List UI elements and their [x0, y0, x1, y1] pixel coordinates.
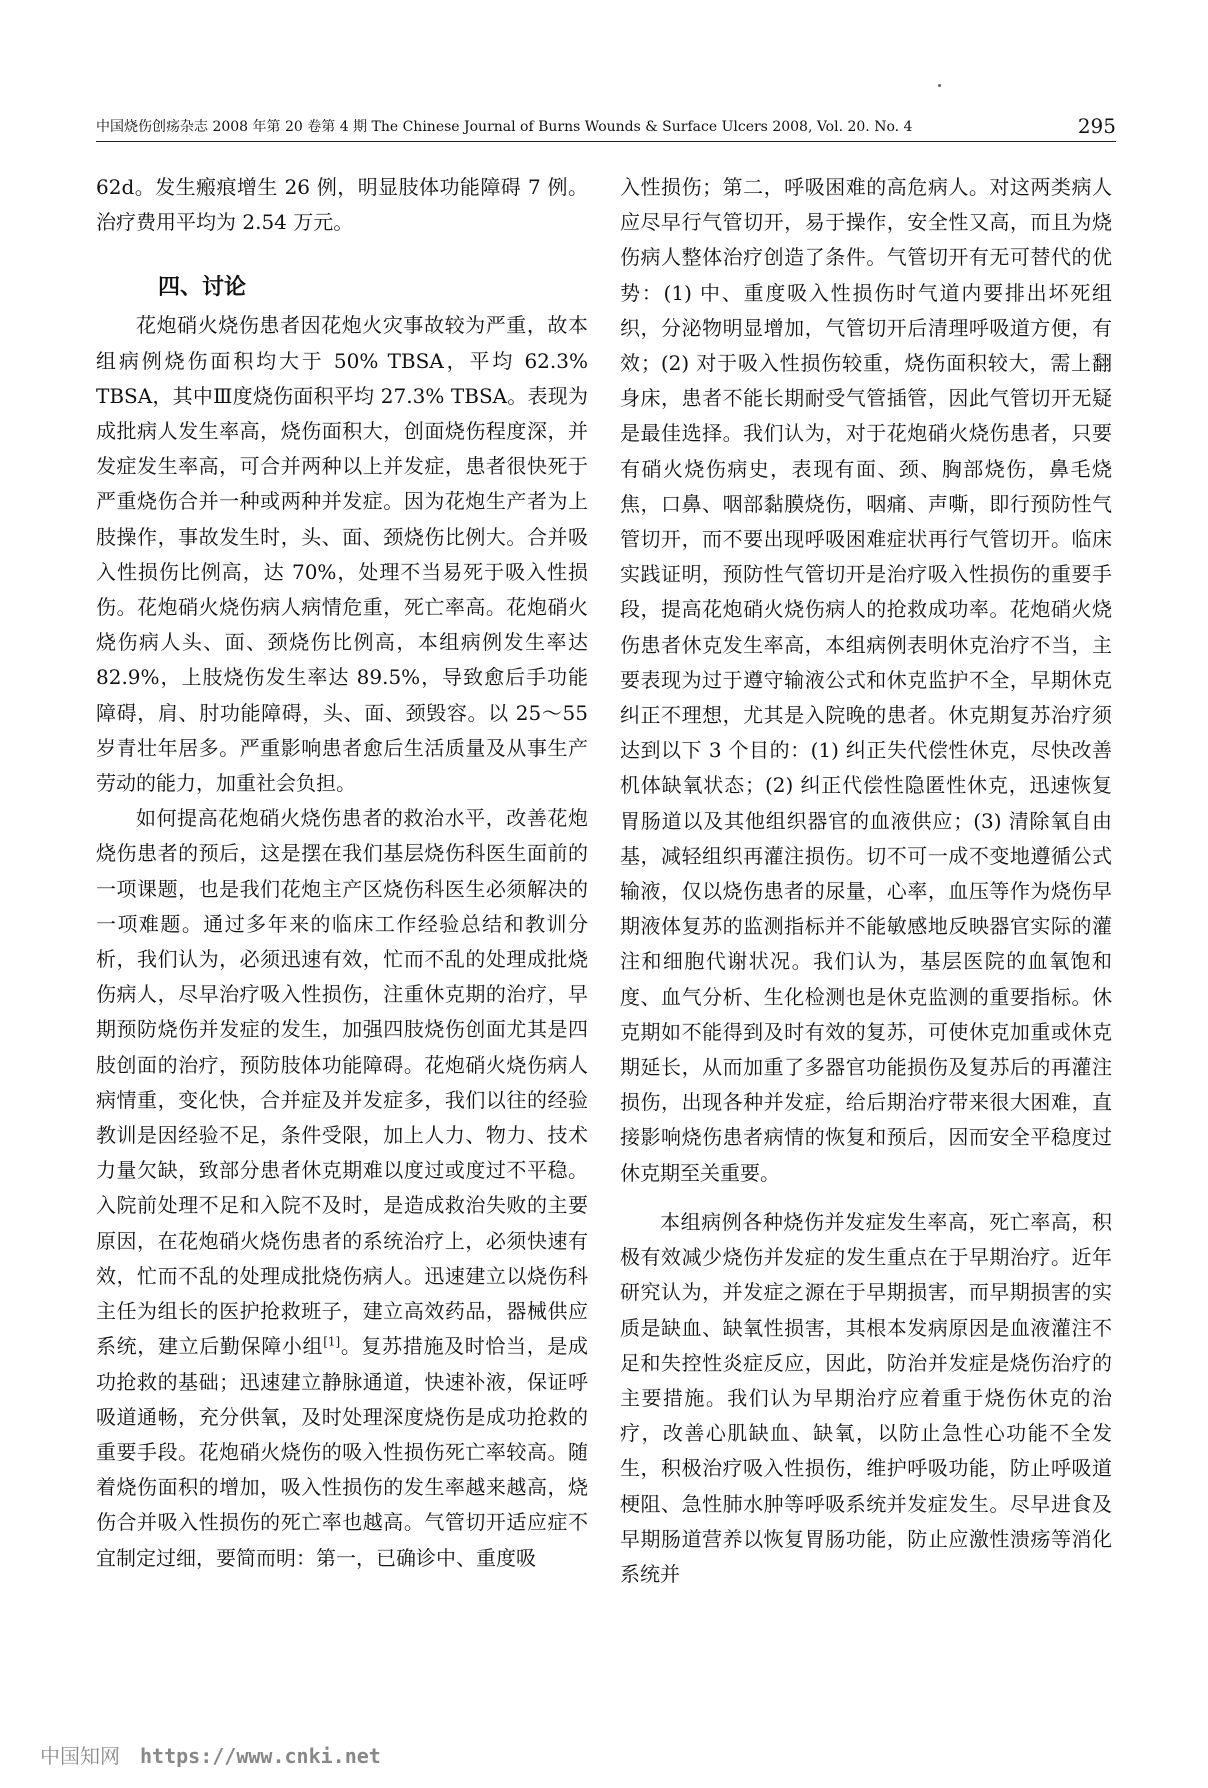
citation-ref-1[interactable]: [1]	[323, 1334, 341, 1349]
page-number: 295	[1077, 114, 1116, 138]
section-heading-discussion: 四、讨论	[158, 274, 247, 301]
cnki-brand: 中国知网	[40, 1744, 120, 1768]
paragraph-discussion-1: 花炮硝火烧伤患者因花炮火灾事故较为严重，故本组病例烧伤面积均大于 50% TBSA，平均 62.3% TBSA，其中Ⅲ度烧伤面积平均 27.3% TBSA。表现为成批病人发生率高，烧伤面积大，创面烧伤程度深，并发症发生率高，可合并两种以上并发症，患者很快死于严重烧伤合并一种或两种并发症。因为花炮生产者为上肢操作，事故发生时，头、面、颈烧伤比例大。合并吸入性损伤比例高，达 70%，处理不当易死于吸入性损伤。花炮硝火烧伤病人病情危重，死亡率高。花炮硝火烧伤病人头、面、颈烧伤比例高，本组病例发生率达 82.9%，上肢烧伤发生率达 89.5%，导致愈后手功能障碍，肩、肘功能障碍，头、面、颈毁容。以 25～55 岁青壮年居多。严重影响患者愈后生活质量及从事生产劳动的能力，加重社会负担。	[96, 313, 588, 796]
watermark-footer	[40, 1740, 381, 1769]
right-column	[620, 170, 1112, 1592]
running-header	[96, 112, 1116, 140]
cnki-url[interactable]: https://www.cnki.net	[140, 1744, 381, 1768]
journal-citation: 中国烧伤创疡杂志 2008 年第 20 卷第 4 期 The Chinese Journal of Burns Wounds & Surface Ulcers 2008, Vol. 20. No. 4	[96, 119, 913, 135]
paragraph-discussion-3: 入性损伤；第二，呼吸困难的高危病人。对这两类病人应尽早行气管切开，易于操作，安全性又高，而且为烧伤病人整体治疗创造了条件。气管切开有无可替代的优势：(1) 中、重度吸入性损伤时气道内要排出坏死组织，分泌物明显增加，气管切开后清理呼吸道方便，有效；(2) 对于吸入性损伤较重，烧伤面积较大，需上翻身床，患者不能长期耐受气管插管，因此气管切开无疑是最佳选择。我们认为，对于花炮硝火烧伤患者，只要有硝火烧伤病史，表现有面、颈、胸部烧伤，鼻毛烧焦，口鼻、咽部黏膜烧伤，咽痛、声嘶，即行预防性气管切开，而不要出现呼吸困难症状再行气管切开。临床实践证明，预防性气管切开是治疗吸入性损伤的重要手段，提高花炮硝火烧伤病人的抢救成功率。花炮硝火烧伤患者休克发生率高，本组病例表明休克治疗不当，主要表现为过于遵守输液公式和休克监护不全，早期休克纠正不理想，尤其是入院晚的患者。休克期复苏治疗须达到以下 3 个目的：(1) 纠正失代偿性休克，尽快改善机体缺氧状态；(2) 纠正代偿性隐匿性休克，迅速恢复胃肠道以及其他组织器官的血液供应；(3) 清除氧自由基，减轻组织再灌注损伤。切不可一成不变地遵循公式输液，仅以烧伤患者的尿量，心率，血压等作为烧伤早期液体复苏的监测指标并不能敏感地反映器官实际的灌注和细胞代谢状况。我们认为，基层医院的血氧饱和度、血气分析、生化检测也是休克监测的重要指标。休克期如不能得到及时有效的复苏，可使休克加重或休克期延长，从而加重了多器官功能损伤及复苏后的再灌注损伤，出现各种并发症，给后期治疗带来很大困难，直接影响烧伤患者病情的恢复和预后，因而安全平稳度过休克期至关重要。	[620, 175, 1112, 1185]
header-rule	[96, 141, 1116, 142]
stray-mark	[938, 84, 941, 87]
paragraph-discussion-2b: 。复苏措施及时恰当，是成功抢救的基础；迅速建立静脉通道，快速补液，保证呼吸道通畅，充分供氧，及时处理深度烧伤是成功抢救的重要手段。花炮硝火烧伤的吸入性损伤死亡率较高。随着烧伤面积的增加，吸入性损伤的发生率越来越高，烧伤合并吸入性损伤的死亡率也越高。气管切开适应症不宜制定过细，要简而明：第一，已确诊中、重度吸	[96, 1334, 589, 1570]
paragraph-discussion-4: 本组病例各种烧伤并发症发生率高，死亡率高，积极有效减少烧伤并发症的发生重点在于早期治疗。近年研究认为，并发症之源在于早期损害，而早期损害的实质是缺血、缺氧性损害，其根本发病原因是血液灌注不足和失控性炎症反应，因此，防治并发症是烧伤治疗的主要措施。我们认为早期治疗应着重于烧伤休克的治疗，改善心肌缺血、缺氧，以防止急性心功能不全发生，积极治疗吸入性损伤，维护呼吸功能，防止呼吸道梗阻、急性肺水肿等呼吸系统并发症发生。尽早进食及早期肠道营养以恢复胃肠功能，防止应激性溃疡等消化系统并	[620, 1209, 1112, 1586]
left-column	[96, 170, 588, 1576]
paragraph-discussion-2	[96, 801, 588, 1575]
paragraph-discussion-2a: 如何提高花炮硝火烧伤患者的救治水平，改善花炮烧伤患者的预后，这是摆在我们基层烧伤科医生面前的一项课题，也是我们花炮主产区烧伤科医生必须解决的一项难题。通过多年来的临床工作经验总结和教训分析，我们认为，必须迅速有效，忙而不乱的处理成批烧伤病人，尽早治疗吸入性损伤，注重休克期的治疗，早期预防烧伤并发症的发生，加强四肢烧伤创面尤其是四肢创面的治疗，预防肢体功能障碍。花炮硝火烧伤病人病情重，变化快，合并症及并发症多，我们以往的经验教训是因经验不足，条件受限，加上人力、物力、技术力量欠缺，致部分患者休克期难以度过或度过不平稳。入院前处理不足和入院不及时，是造成救治失败的主要原因，在花炮硝火烧伤患者的系统治疗上，必须快速有效，忙而不乱的处理成批烧伤病人。迅速建立以烧伤科主任为组长的医护抢救班子，建立高效药品，器械供应系统，建立后勤保障小组	[96, 806, 588, 1359]
paragraph-results-end: 62d。发生瘢痕增生 26 例，明显肢体功能障碍 7 例。治疗费用平均为 2.54 万元。	[96, 175, 588, 235]
